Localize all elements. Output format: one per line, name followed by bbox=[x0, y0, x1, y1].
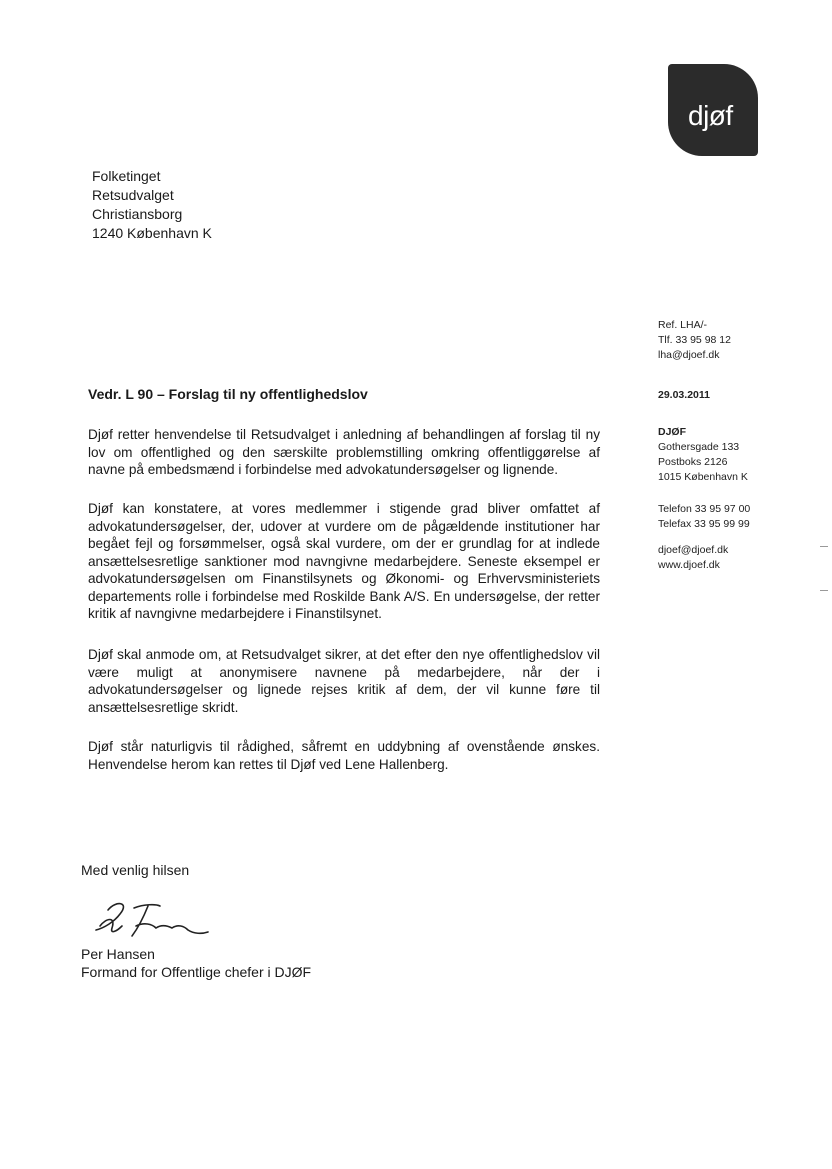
letter-subject: Vedr. L 90 – Forslag til ny offentlighedslov bbox=[88, 386, 368, 402]
recipient-line: Folketinget bbox=[92, 168, 161, 184]
organization-name: DJØF bbox=[658, 426, 687, 438]
reference-code: Ref. LHA/- bbox=[658, 319, 708, 331]
telefax: Telefax 33 95 99 99 bbox=[658, 518, 750, 530]
djoef-logo bbox=[668, 64, 758, 156]
organization-phones bbox=[658, 502, 750, 532]
organization-website: www.djoef.dk bbox=[658, 559, 720, 571]
recipient-line: Christiansborg bbox=[92, 206, 183, 222]
logo-text: djøf bbox=[688, 100, 733, 131]
body-paragraph: Djøf skal anmode om, at Retsudvalget sikrer, at det efter den nye offentlighedslov vil være muligt at anonymisere navnene på medarbejdere, når der i advokatundersøgelser og lignede rejses kritik af dem, der vil kunne føre til ansættelsesretlige skridt. bbox=[88, 647, 600, 715]
closing-greeting: Med venlig hilsen bbox=[81, 862, 190, 878]
signer-block bbox=[81, 946, 311, 981]
recipient-address bbox=[92, 167, 212, 243]
organization-contact bbox=[658, 543, 728, 573]
reference-phone: Tlf. 33 95 98 12 bbox=[658, 334, 731, 346]
body-paragraph: Djøf står naturligvis til rådighed, såfremt en uddybning af ovenstående ønskes. Henvendelse herom kan rettes til Djøf ved Lene Hallenberg. bbox=[88, 739, 600, 772]
handwritten-signature bbox=[86, 896, 210, 944]
sender-reference bbox=[658, 318, 731, 363]
body-paragraph: Djøf kan konstatere, at vores medlemmer i stigende grad bliver omfattet af advokatundersøgelser, der, udover at vurdere om de pågældende institutioner har begået fejl og forsømmelser, også skal vurdere, om der er grundlag for at indlede ansættelsesretlige sanktioner mod navngivne medarbejdere. Seneste eksempel er advokatundersøgelsen om Finanstilsynets og Økonomi- og Erhvervsministeriets departements rolle i forbindelse med Roskilde Bank A/S. En undersøgelse, der retter kritik af navngivne medarbejdere i Finanstilsynet. bbox=[88, 501, 600, 621]
reference-email: lha@djoef.dk bbox=[658, 349, 720, 361]
organization-address bbox=[658, 425, 748, 485]
body-paragraph: Djøf retter henvendelse til Retsudvalget i anledning af behandlingen af forslag til ny lov om offentlighed og den særskilte problemstilling omkring offentliggørelse af navne på embedsmænd i forbindelse med advokatundersøgelser og lignende. bbox=[88, 427, 600, 477]
signer-title: Formand for Offentlige chefer i DJØF bbox=[81, 963, 312, 980]
letter-date: 29.03.2011 bbox=[658, 389, 710, 401]
recipient-line: 1240 København K bbox=[92, 225, 212, 241]
telefon: Telefon 33 95 97 00 bbox=[658, 503, 751, 515]
recipient-line: Retsudvalget bbox=[92, 187, 174, 203]
address-line: Gothersgade 133 bbox=[658, 441, 740, 453]
margin-tick bbox=[820, 546, 828, 547]
signer-name: Per Hansen bbox=[81, 946, 155, 962]
margin-tick bbox=[820, 590, 828, 591]
address-line: Postboks 2126 bbox=[658, 456, 728, 468]
organization-email: djoef@djoef.dk bbox=[658, 544, 729, 556]
address-line: 1015 København K bbox=[658, 471, 748, 483]
